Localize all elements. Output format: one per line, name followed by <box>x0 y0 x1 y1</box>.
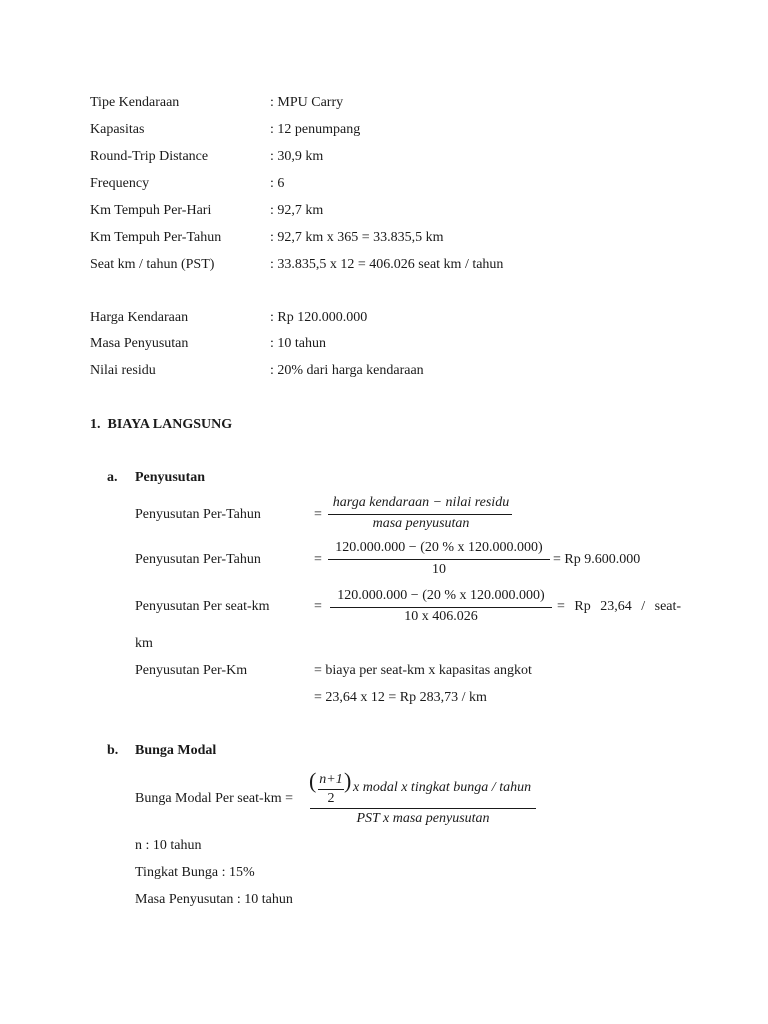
cost-value: : Rp 120.000.000 <box>270 310 368 325</box>
param-line: n : 10 tahun <box>135 838 202 853</box>
info-value: : 30,9 km <box>270 149 324 164</box>
fraction-denominator: PST x masa penyusutan <box>356 811 490 826</box>
cost-value: : 10 tahun <box>270 336 326 351</box>
fraction-bar <box>330 607 552 608</box>
formula-label: Penyusutan Per seat-km <box>135 599 270 614</box>
info-value: : 33.835,5 x 12 = 406.026 seat km / tahun <box>270 257 504 272</box>
info-value: : 92,7 km <box>270 203 324 218</box>
info-value: : 92,7 km x 365 = 33.835,5 km <box>270 230 444 245</box>
subsection-marker: a. <box>107 470 118 485</box>
n-fraction-denominator: 2 <box>327 791 335 806</box>
section-heading: 1. BIAYA LANGSUNG <box>90 417 233 432</box>
fraction-denominator: 10 <box>432 562 446 577</box>
info-label: Km Tempuh Per-Hari <box>90 203 212 218</box>
formula-label: Penyusutan Per-Tahun <box>135 507 261 522</box>
formula-result: = Rp 9.600.000 <box>553 552 641 567</box>
subsection-title: Penyusutan <box>135 470 206 485</box>
equals-sign: = <box>314 599 322 614</box>
info-label: Frequency <box>90 176 150 191</box>
fraction-denominator: 10 x 406.026 <box>404 609 478 624</box>
fraction-numerator-rest: x modal x tingkat bunga / tahun <box>353 780 532 795</box>
fraction-numerator: 120.000.000 − (20 % x 120.000.000) <box>337 588 545 603</box>
fraction-numerator: 120.000.000 − (20 % x 120.000.000) <box>335 540 543 555</box>
cost-label: Masa Penyusutan <box>90 336 189 351</box>
info-label: Km Tempuh Per-Tahun <box>90 230 222 245</box>
info-label: Kapasitas <box>90 122 145 137</box>
n-fraction-bar <box>318 789 344 790</box>
formula-result: = Rp 23,64 / seat- <box>557 599 682 614</box>
cost-label: Nilai residu <box>90 363 156 378</box>
formula-label: Penyusutan Per-Km <box>135 663 248 678</box>
param-line: Masa Penyusutan : 10 tahun <box>135 892 293 907</box>
info-value: : 12 penumpang <box>270 122 361 137</box>
fraction-bar <box>328 514 512 515</box>
info-value: : 6 <box>270 176 285 191</box>
cost-value: : 20% dari harga kendaraan <box>270 363 424 378</box>
fraction-bar <box>328 559 550 560</box>
formula-label: Bunga Modal Per seat-km = <box>135 791 293 806</box>
fraction-denominator: masa penyusutan <box>372 516 470 531</box>
n-fraction-numerator: n+1 <box>319 772 343 787</box>
fraction-bar <box>310 808 536 809</box>
equals-sign: = <box>314 552 322 567</box>
left-paren: ( <box>309 768 317 793</box>
info-value: : MPU Carry <box>270 95 344 110</box>
info-label: Round-Trip Distance <box>90 149 209 164</box>
formula-result-wrap: km <box>135 636 153 651</box>
param-line: Tingkat Bunga : 15% <box>135 865 255 880</box>
formula-label: Penyusutan Per-Tahun <box>135 552 261 567</box>
right-paren: ) <box>344 768 352 793</box>
info-label: Tipe Kendaraan <box>90 95 180 110</box>
subsection-marker: b. <box>107 743 119 758</box>
equals-sign: = <box>314 507 322 522</box>
fraction-numerator: harga kendaraan − nilai residu <box>332 495 510 510</box>
info-label: Seat km / tahun (PST) <box>90 257 215 272</box>
subsection-title: Bunga Modal <box>135 743 217 758</box>
formula-line: = 23,64 x 12 = Rp 283,73 / km <box>314 690 487 705</box>
formula-line: = biaya per seat-km x kapasitas angkot <box>314 663 532 678</box>
cost-label: Harga Kendaraan <box>90 310 189 325</box>
